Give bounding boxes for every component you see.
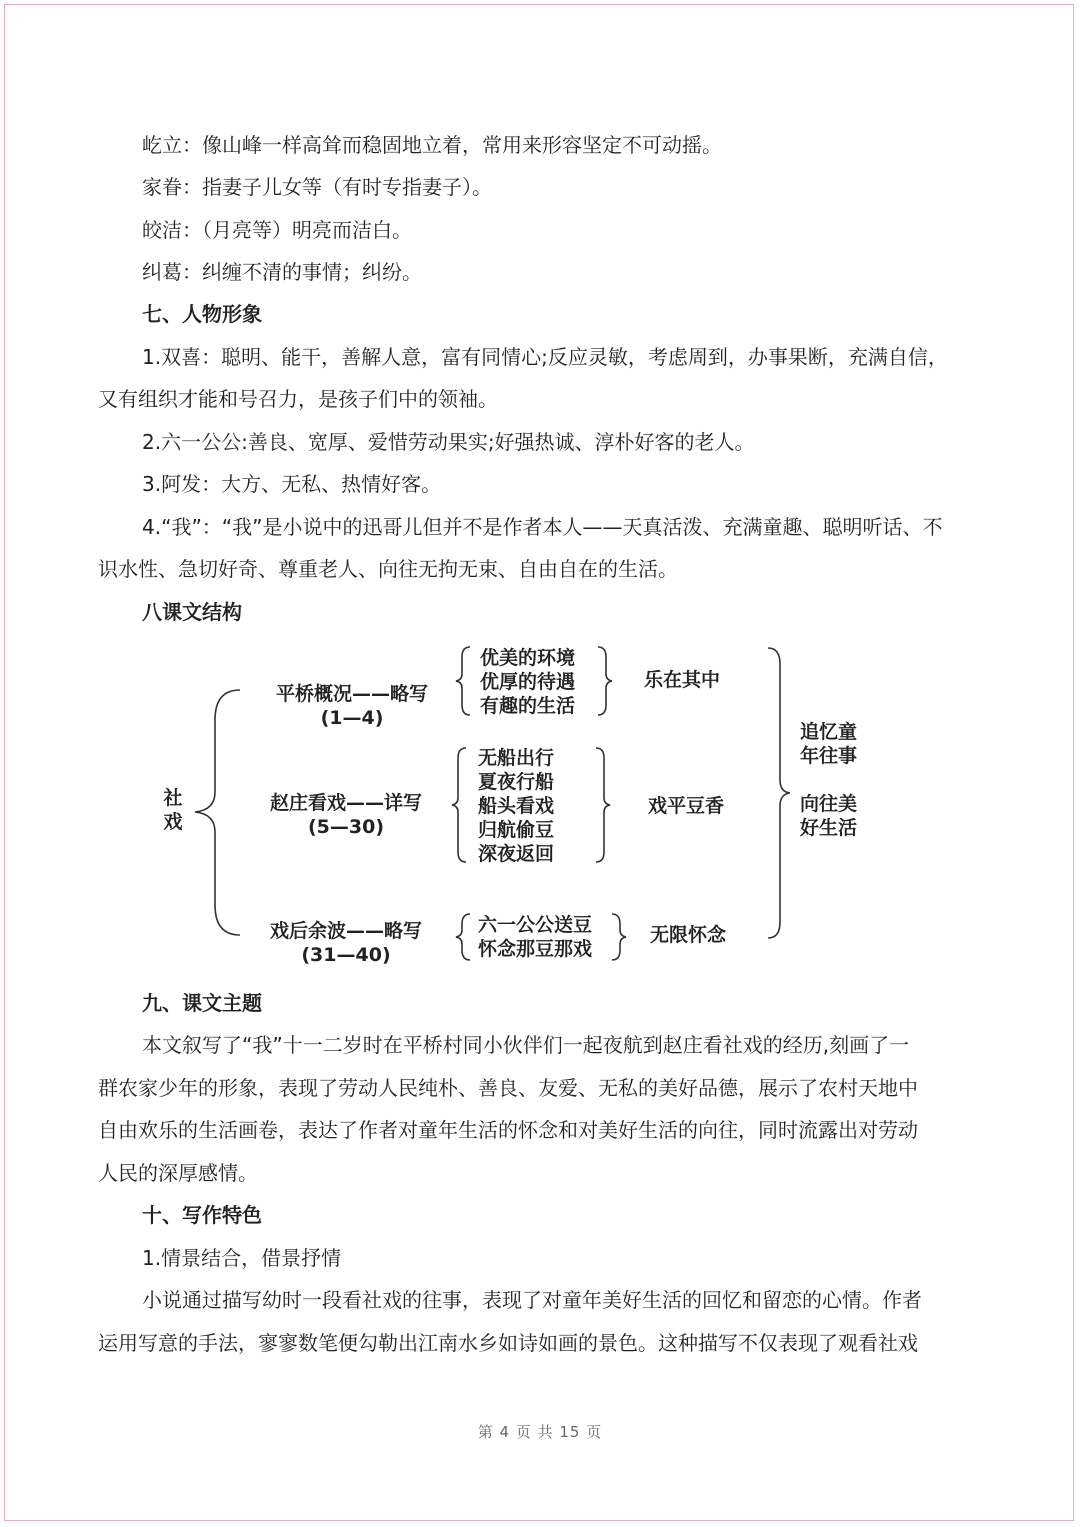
branch-title: 平桥概况——略写 bbox=[275, 683, 429, 705]
item-brace-right bbox=[596, 748, 610, 862]
paragraph-line: 1.双喜：聪明、能干，善解人意，富有同情心;反应灵敏，考虑周到，办事果断，充满自信， bbox=[142, 345, 948, 369]
conclusion-brace bbox=[768, 648, 790, 938]
paragraph-line: 识水性、急切好奇、尊重老人、向往无拘无束、自由自在的生活。 bbox=[98, 557, 678, 581]
vocab-line: 纠葛：纠缠不清的事情；纠纷。 bbox=[142, 260, 422, 284]
branch-item: 夏夜行船 bbox=[478, 771, 555, 793]
branch-item: 有趣的生活 bbox=[480, 695, 576, 717]
page-number: 第 4 页 共 15 页 bbox=[477, 1423, 603, 1441]
branch-title: 戏后余波——略写 bbox=[269, 920, 423, 942]
paragraph-line: 小说通过描写幼时一段看社戏的往事，表现了对童年美好生活的回忆和留恋的心情。作者 bbox=[142, 1288, 922, 1312]
branch-item: 六一公公送豆 bbox=[478, 914, 593, 936]
conclusion-text: 好生活 bbox=[800, 817, 858, 839]
paragraph-line: 群农家少年的形象，表现了劳动人民纯朴、善良、友爱、无私的美好品德，展示了农村天地中 bbox=[98, 1076, 918, 1100]
vocab-line: 皎洁：（月亮等）明亮而洁白。 bbox=[142, 218, 412, 242]
branch-item: 优厚的待遇 bbox=[480, 671, 576, 693]
conclusion-text: 追忆童 bbox=[800, 721, 858, 743]
section-heading: 十、写作特色 bbox=[142, 1203, 262, 1227]
item-brace-left bbox=[456, 647, 470, 715]
branch-range: (5—30) bbox=[307, 816, 385, 838]
section-heading: 九、课文主题 bbox=[142, 991, 262, 1015]
branch-title: 赵庄看戏——详写 bbox=[269, 792, 423, 814]
conclusion-text: 年往事 bbox=[800, 745, 858, 767]
branch-range: (1—4) bbox=[320, 707, 384, 729]
branch-summary: 无限怀念 bbox=[650, 924, 727, 946]
paragraph-line: 4.“我”：“我”是小说中的迅哥儿但并不是作者本人——天真活泼、充满童趣、聪明听话、不 bbox=[142, 515, 943, 539]
paragraph-line: 人民的深厚感情。 bbox=[98, 1161, 258, 1185]
branch-item: 船头看戏 bbox=[478, 795, 555, 817]
section-heading: 八课文结构 bbox=[142, 600, 242, 624]
branch-summary: 乐在其中 bbox=[644, 669, 721, 691]
item-brace-left bbox=[452, 748, 466, 862]
branch-item: 深夜返回 bbox=[478, 843, 555, 865]
main-brace bbox=[195, 690, 240, 935]
conclusion-text: 向往美 bbox=[800, 793, 858, 815]
vocab-line: 家眷：指妻子儿女等（有时专指妻子）。 bbox=[142, 175, 492, 199]
paragraph-line: 运用写意的手法，寥寥数笔便勾勒出江南水乡如诗如画的景色。这种描写不仅表现了观看社戏 bbox=[98, 1331, 918, 1355]
item-brace-right bbox=[612, 914, 626, 960]
root-label: 戏 bbox=[163, 811, 183, 833]
item-brace-left bbox=[456, 914, 470, 960]
paragraph-line: 2.六一公公:善良、宽厚、爱惜劳动果实;好强热诚、淳朴好客的老人。 bbox=[142, 430, 755, 454]
branch-item: 无船出行 bbox=[478, 747, 555, 769]
branch-item: 归航偷豆 bbox=[478, 819, 555, 841]
branch-range: (31—40) bbox=[301, 944, 391, 966]
paragraph-line: 又有组织才能和号召力，是孩子们中的领袖。 bbox=[98, 387, 498, 411]
vocab-line: 屹立：像山峰一样高耸而稳固地立着，常用来形容坚定不可动摇。 bbox=[142, 133, 722, 157]
paragraph-line: 自由欢乐的生活画卷，表达了作者对童年生活的怀念和对美好生活的向往，同时流露出对劳动 bbox=[98, 1118, 918, 1142]
root-label: 社 bbox=[163, 787, 183, 809]
paragraph-line: 本文叙写了“我”十一二岁时在平桥村同小伙伴们一起夜航到赵庄看社戏的经历,刻画了一 bbox=[142, 1033, 910, 1057]
item-brace-right bbox=[598, 647, 612, 715]
branch-item: 优美的环境 bbox=[480, 647, 576, 669]
paragraph-line: 1.情景结合，借景抒情 bbox=[142, 1246, 342, 1270]
branch-summary: 戏平豆香 bbox=[648, 795, 725, 817]
paragraph-line: 3.阿发：大方、无私、热情好客。 bbox=[142, 472, 442, 496]
section-heading: 七、人物形象 bbox=[142, 302, 262, 326]
branch-item: 怀念那豆那戏 bbox=[478, 938, 593, 960]
